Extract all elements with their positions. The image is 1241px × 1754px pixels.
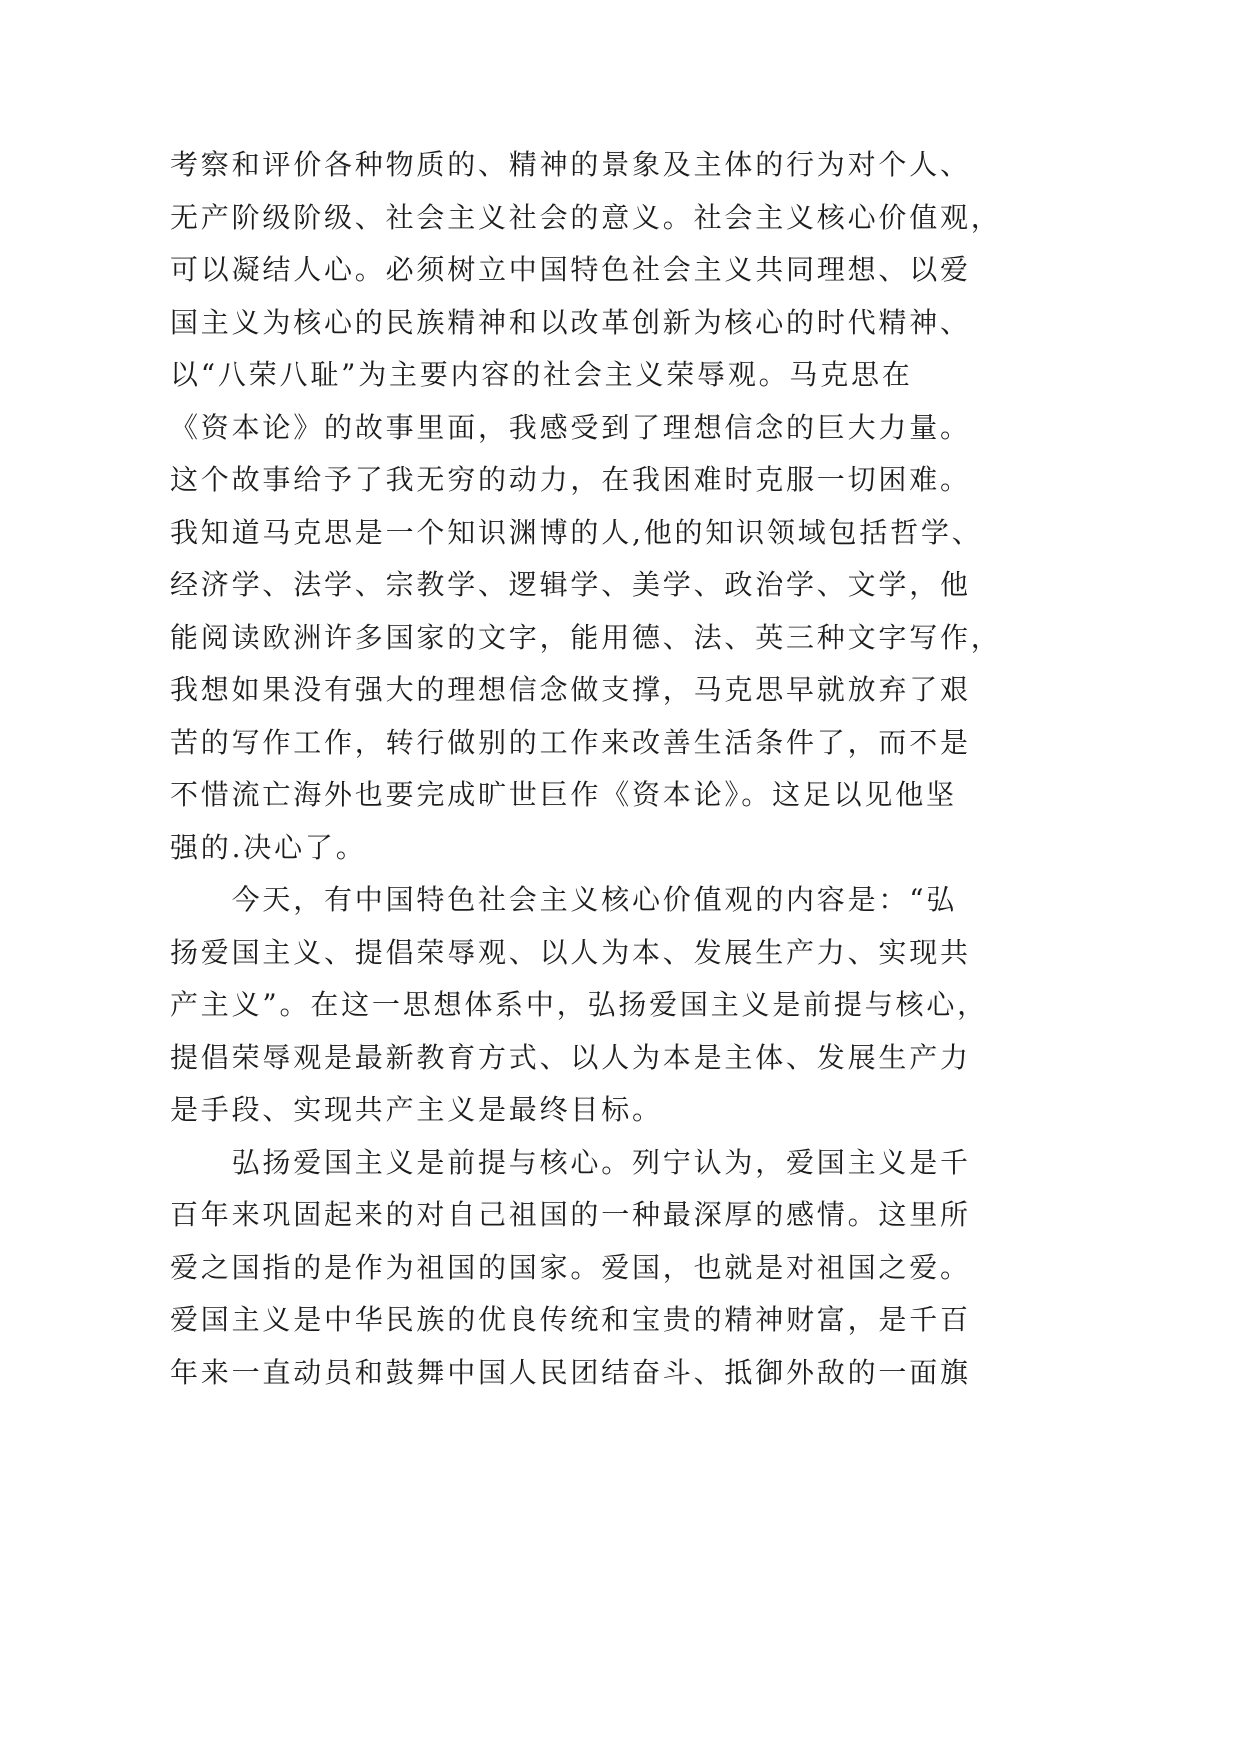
paragraph-2 — [170, 874, 1000, 1137]
text-line: 扬爱国主义、提倡荣辱观、以人为本、发展生产力、实现共 — [170, 935, 971, 969]
text-line: 考察和评价各种物质的、精神的景象及主体的行为对个人、 — [170, 148, 971, 181]
text-line: 以“八荣八耻”为主要内容的社会主义荣辱观。马克思在 — [170, 358, 913, 391]
text-line: 年来一直动员和鼓舞中国人民团结奋斗、抵御外敌的一面旗 — [170, 1355, 971, 1389]
text-line: 经济学、法学、宗教学、逻辑学、美学、政治学、文学，他 — [170, 568, 971, 601]
text-line: 爱之国指的是作为祖国的国家。爱国，也就是对祖国之爱。 — [170, 1250, 971, 1284]
document-body — [170, 139, 1000, 1399]
text-line: 我想如果没有强大的理想信念做支撑，马克思早就放弃了艰 — [170, 673, 971, 706]
text-line: 苦的写作工作，转行做别的工作来改善生活条件了，而不是 — [170, 725, 971, 759]
text-line: 国主义为核心的民族精神和以改革创新为核心的时代精神、 — [170, 305, 971, 339]
text-line: 强的.决心了。 — [170, 830, 367, 864]
paragraph-3 — [170, 1137, 1000, 1400]
text-line: 不惜流亡海外也要完成旷世巨作《资本论》。这足以见他坚 — [170, 778, 957, 811]
text-line: 能阅读欧洲许多国家的文字，能用德、法、英三种文字写作， — [170, 620, 1002, 654]
text-line: 无产阶级阶级、社会主义社会的意义。社会主义核心价值观， — [170, 200, 1002, 234]
paragraph-1 — [170, 139, 1000, 874]
text-line: 这个故事给予了我无穷的动力，在我困难时克服一切困难。 — [170, 463, 971, 496]
text-line: 《资本论》的故事里面，我感受到了理想信念的巨大力量。 — [170, 410, 971, 444]
text-line: 产主义”。在这一思想体系中，弘扬爱国主义是前提与核心， — [170, 988, 988, 1021]
text-line: 可以凝结人心。必须树立中国特色社会主义共同理想、以爱 — [170, 253, 971, 286]
text-line: 爱国主义是中华民族的优良传统和宝贵的精神财富，是千百 — [170, 1303, 971, 1336]
text-line: 是手段、实现共产主义是最终目标。 — [170, 1093, 663, 1126]
text-line: 我知道马克思是一个知识渊博的人,他的知识领域包括哲学、 — [170, 515, 983, 549]
text-line: 百年来巩固起来的对自己祖国的一种最深厚的感情。这里所 — [170, 1198, 971, 1231]
text-line-indented: 弘扬爱国主义是前提与核心。列宁认为，爱国主义是千 — [231, 1145, 971, 1179]
text-line-indented: 今天，有中国特色社会主义核心价值观的内容是：“弘 — [231, 883, 958, 916]
text-line: 提倡荣辱观是最新教育方式、以人为本是主体、发展生产力 — [170, 1040, 971, 1074]
